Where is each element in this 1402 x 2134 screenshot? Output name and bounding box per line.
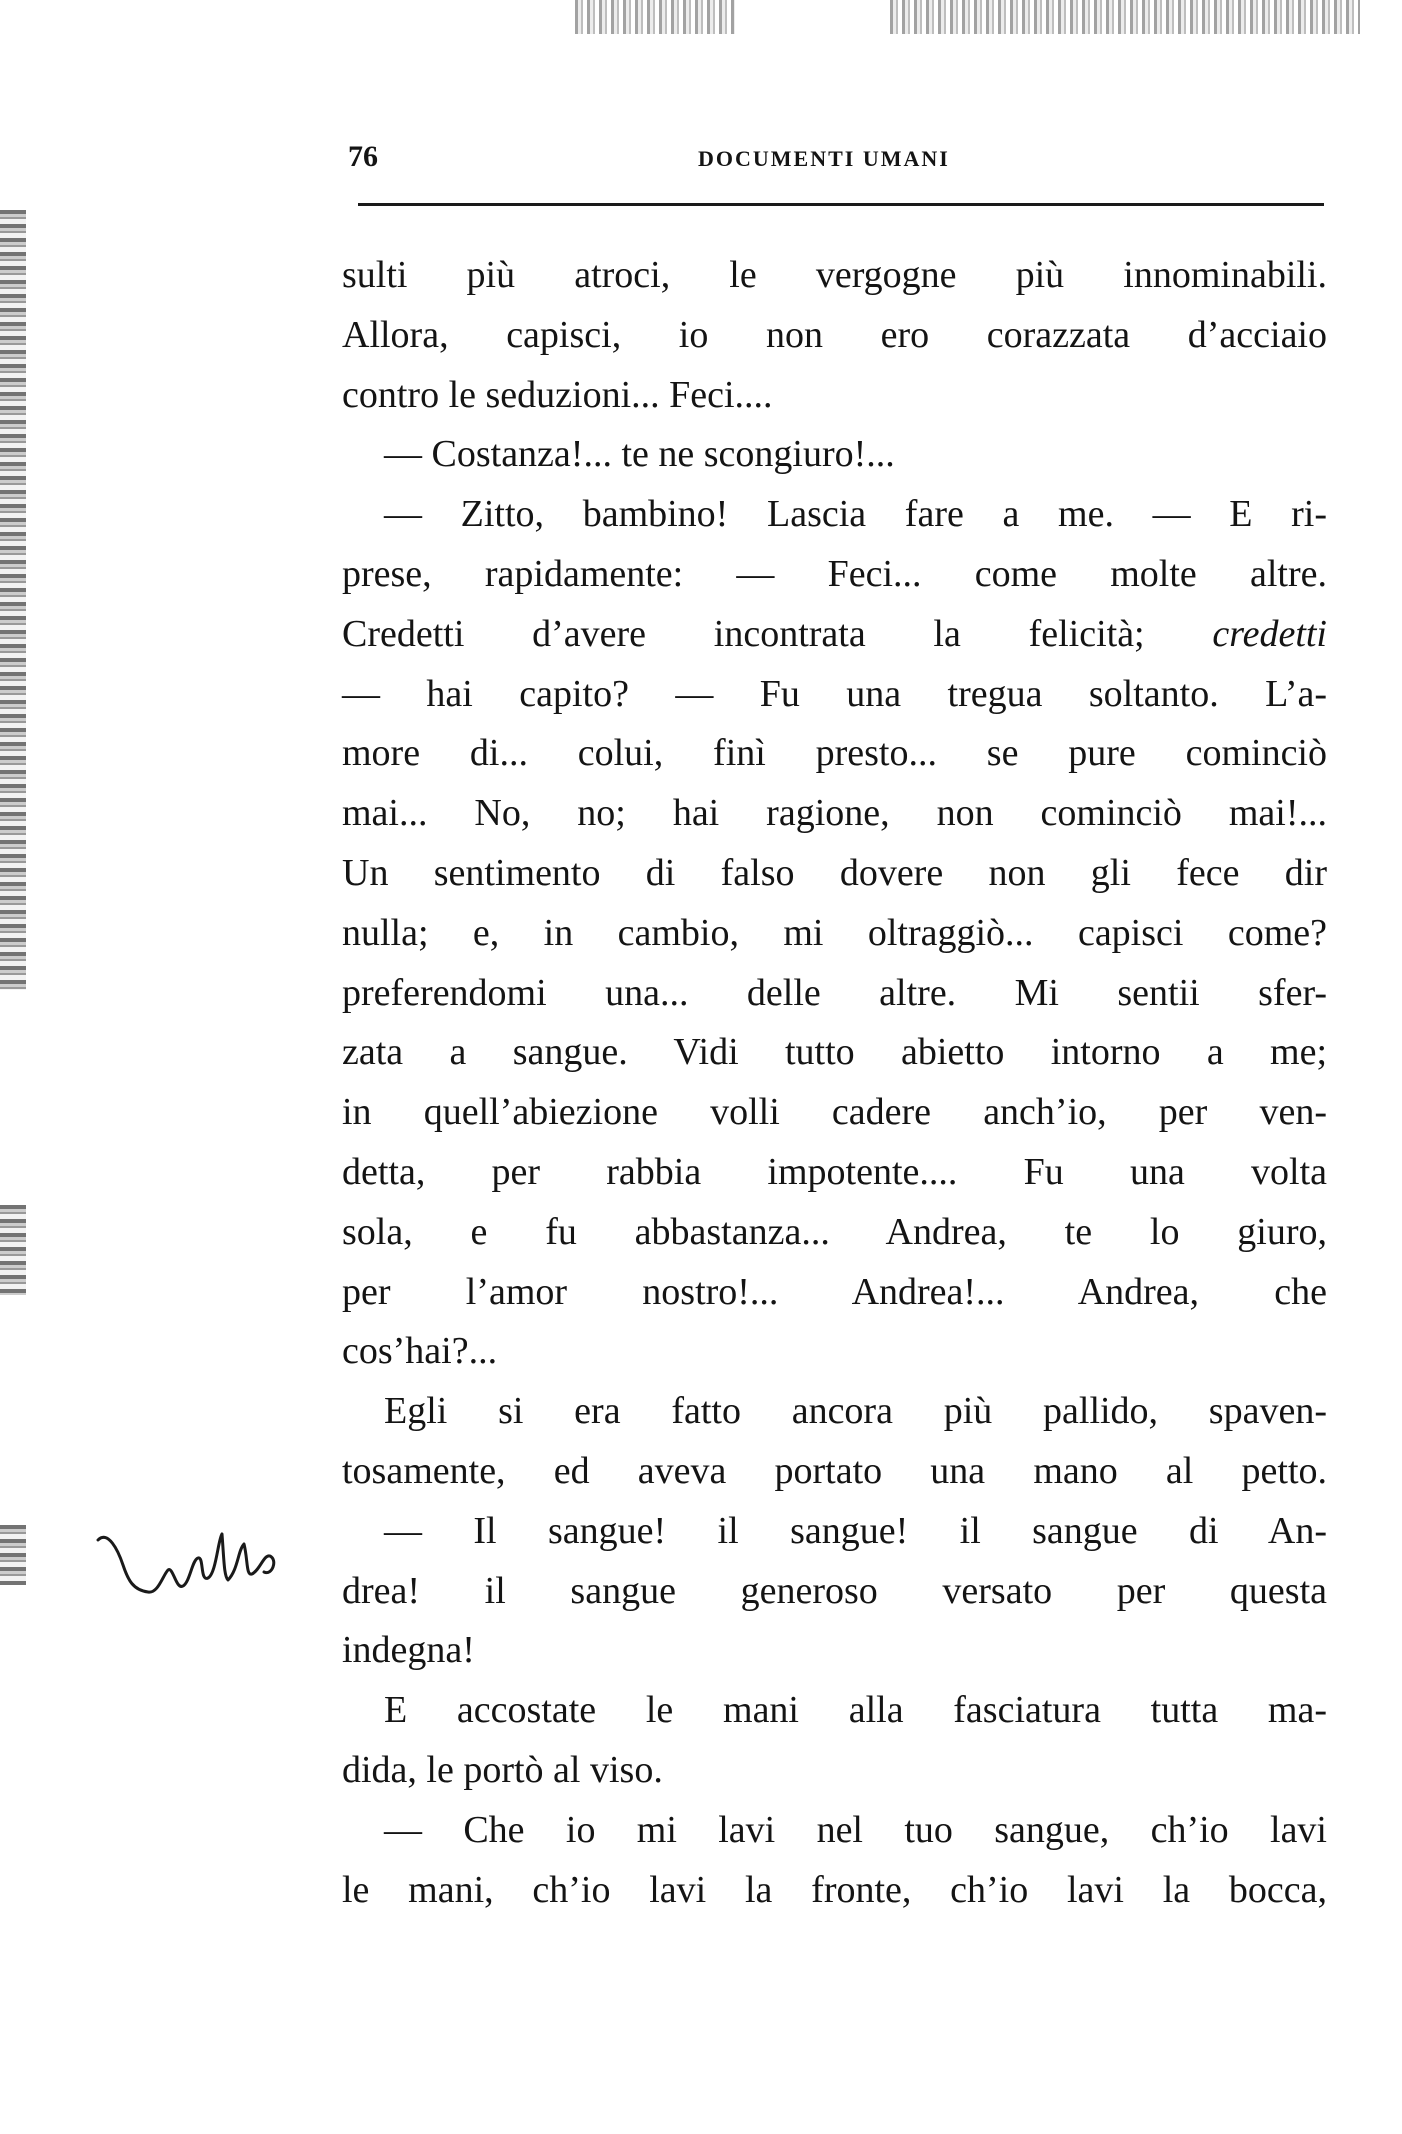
text-line: drea! il sangue generoso versato per questa xyxy=(342,1569,1327,1612)
text-line: tosamente, ed aveva portato una mano al petto. xyxy=(342,1449,1327,1492)
text-line: — hai capito? — Fu una tregua soltanto. L’a- xyxy=(342,672,1327,715)
text-line: Egli si era fatto ancora più pallido, spaven- xyxy=(384,1390,1327,1433)
text-line: le mani, ch’io lavi la fronte, ch’io lavi la bocca, xyxy=(342,1868,1327,1911)
text-line: more di... colui, finì presto... se pure cominciò xyxy=(342,732,1327,775)
text-line: preferendomi una... delle altre. Mi sentii sfer- xyxy=(342,971,1327,1014)
text-line: sola, e fu abbastanza... Andrea, te lo giuro, xyxy=(342,1210,1327,1253)
text-line: prese, rapidamente: — Feci... come molte altre. xyxy=(342,552,1327,595)
scan-noise-binding xyxy=(0,210,26,990)
text-line: — Che io mi lavi nel tuo sangue, ch’io lavi xyxy=(384,1808,1327,1851)
italic-word: credetti xyxy=(1212,612,1327,655)
header-rule xyxy=(358,203,1324,206)
scan-noise-binding xyxy=(0,1205,26,1295)
text-line: — Zitto, bambino! Lascia fare a me. — E ri- xyxy=(384,493,1327,536)
scan-noise-top xyxy=(890,0,1360,34)
scan-noise-top xyxy=(575,0,735,34)
text-line: Allora, capisci, io non ero corazzata d’acciaio xyxy=(342,313,1327,356)
text-line: in quell’abiezione volli cadere anch’io, per ven- xyxy=(342,1091,1327,1134)
text-line: mai... No, no; hai ragione, non cominciò mai!... xyxy=(342,792,1327,835)
text-line: per l’amor nostro!... Andrea!... Andrea, che xyxy=(342,1270,1327,1313)
body-text xyxy=(342,246,1327,1920)
running-title: DOCUMENTI UMANI xyxy=(698,146,950,171)
text-line: nulla; e, in cambio, mi oltraggiò... capisci come? xyxy=(342,911,1327,954)
text-line: contro le seduzioni... Feci.... xyxy=(342,373,773,416)
text-line: — Il sangue! il sangue! il sangue di An- xyxy=(384,1509,1327,1552)
page-number: 76 xyxy=(348,140,378,173)
text-line: detta, per rabbia impotente.... Fu una volta xyxy=(342,1150,1327,1193)
text-line: zata a sangue. Vidi tutto abietto intorno a me; xyxy=(342,1031,1327,1074)
text-line: E accostate le mani alla fasciatura tutta ma- xyxy=(384,1689,1327,1732)
handwritten-signature-icon xyxy=(88,1520,288,1640)
text-line: dida, le portò al viso. xyxy=(342,1748,663,1791)
text-line: cos’hai?... xyxy=(342,1330,498,1373)
text-line: Un sentimento di falso dovere non gli fece dir xyxy=(342,851,1327,894)
scan-noise-binding xyxy=(0,1525,26,1585)
text-line: — Costanza!... te ne scongiuro!... xyxy=(384,433,895,476)
page-header xyxy=(348,140,1326,180)
text-line: sulti più atroci, le vergogne più innominabili. xyxy=(342,254,1327,296)
text-line: indegna! xyxy=(342,1629,475,1672)
text-line xyxy=(342,605,1327,665)
text-line-part: Credetti d’avere incontrata la felicità; xyxy=(342,612,1213,655)
